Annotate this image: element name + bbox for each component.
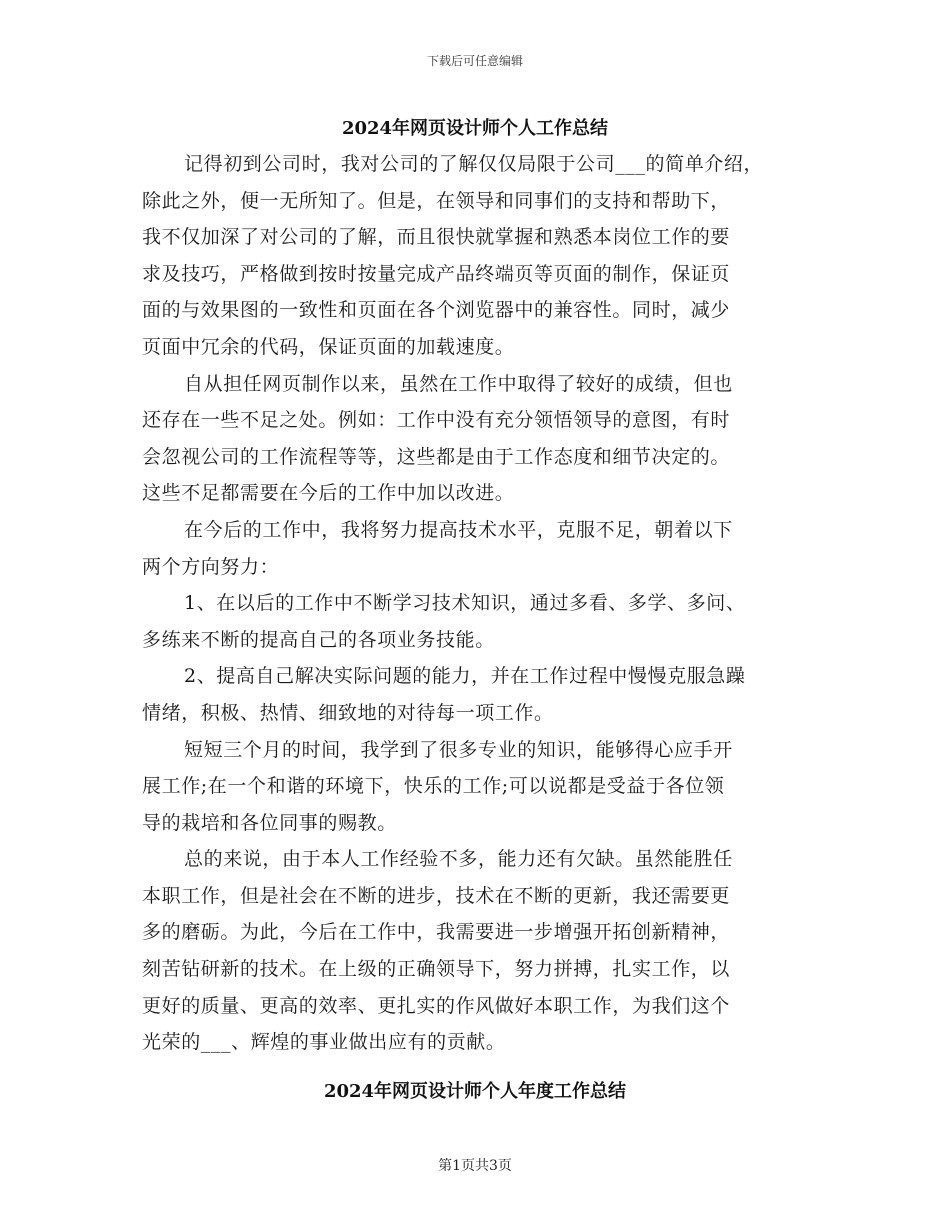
page-footer: 第1页共3页 [438,1158,512,1174]
text-line: 除此之外，便一无所知了。但是，在领导和同事们的支持和帮助下， [142,189,731,212]
text-line: 1、在以后的工作中不断学习技术知识，通过多看、多学、多问、 [184,592,746,615]
text-line: 多练来不断的提高自己的各项业务技能。 [142,628,495,651]
text-line: 会忽视公司的工作流程等等，这些都是由于工作态度和细节决定的。 [142,445,731,468]
document-body [142,146,822,1061]
text-line: 面的与效果图的一致性和页面在各个浏览器中的兼容性。同时，减少 [142,299,731,322]
text-line: 多的磨砺。为此，今后在工作中，我需要进一步增强开拓创新精神， [142,921,731,944]
text-line: 在今后的工作中，我将努力提高技术水平，克服不足，朝着以下 [184,518,733,541]
document-title: 2024年网页设计师个人工作总结 [341,118,609,139]
text-line: 求及技巧，严格做到按时按量完成产品终端页等页面的制作，保证页 [142,262,731,285]
text-line: 展工作;在一个和谐的环境下，快乐的工作;可以说都是受益于各位领 [142,775,725,798]
text-line: 光荣的___、辉煌的事业做出应有的贡献。 [142,1031,506,1054]
text-line: 刻苦钻研新的技术。在上级的正确领导下，努力拼搏，扎实工作，以 [142,958,731,981]
text-line: 短短三个月的时间，我学到了很多专业的知识，能够得心应手开 [184,738,733,761]
text-line: 本职工作，但是社会在不断的进步，技术在不断的更新，我还需要更 [142,884,731,907]
text-line: 页面中冗余的代码，保证页面的加载速度。 [142,335,515,358]
section-title: 2024年网页设计师个人年度工作总结 [323,1081,627,1102]
text-line: 两个方向努力： [142,555,280,578]
text-line: 2、提高自己解决实际问题的能力，并在工作过程中慢慢克服急躁 [184,665,746,688]
header-note: 下载后可任意编辑 [426,54,523,68]
text-line: 还存在一些不足之处。例如：工作中没有充分领悟领导的意图，有时 [142,409,731,432]
text-line: 记得初到公司时，我对公司的了解仅仅局限于公司___的简单介绍， [184,153,764,175]
text-line: 自从担任网页制作以来，虽然在工作中取得了较好的成绩，但也 [184,372,733,395]
text-line: 更好的质量、更高的效率、更扎实的作风做好本职工作，为我们这个 [142,994,731,1017]
text-line: 这些不足都需要在今后的工作中加以改进。 [142,482,515,505]
text-line: 导的栽培和各位同事的赐教。 [142,811,397,834]
text-line: 总的来说，由于本人工作经验不多，能力还有欠缺。虽然能胜任 [184,848,733,871]
text-line: 我不仅加深了对公司的了解，而且很快就掌握和熟悉本岗位工作的要 [142,226,731,249]
text-line: 情绪，积极、热情、细致地的对待每一项工作。 [142,701,554,724]
